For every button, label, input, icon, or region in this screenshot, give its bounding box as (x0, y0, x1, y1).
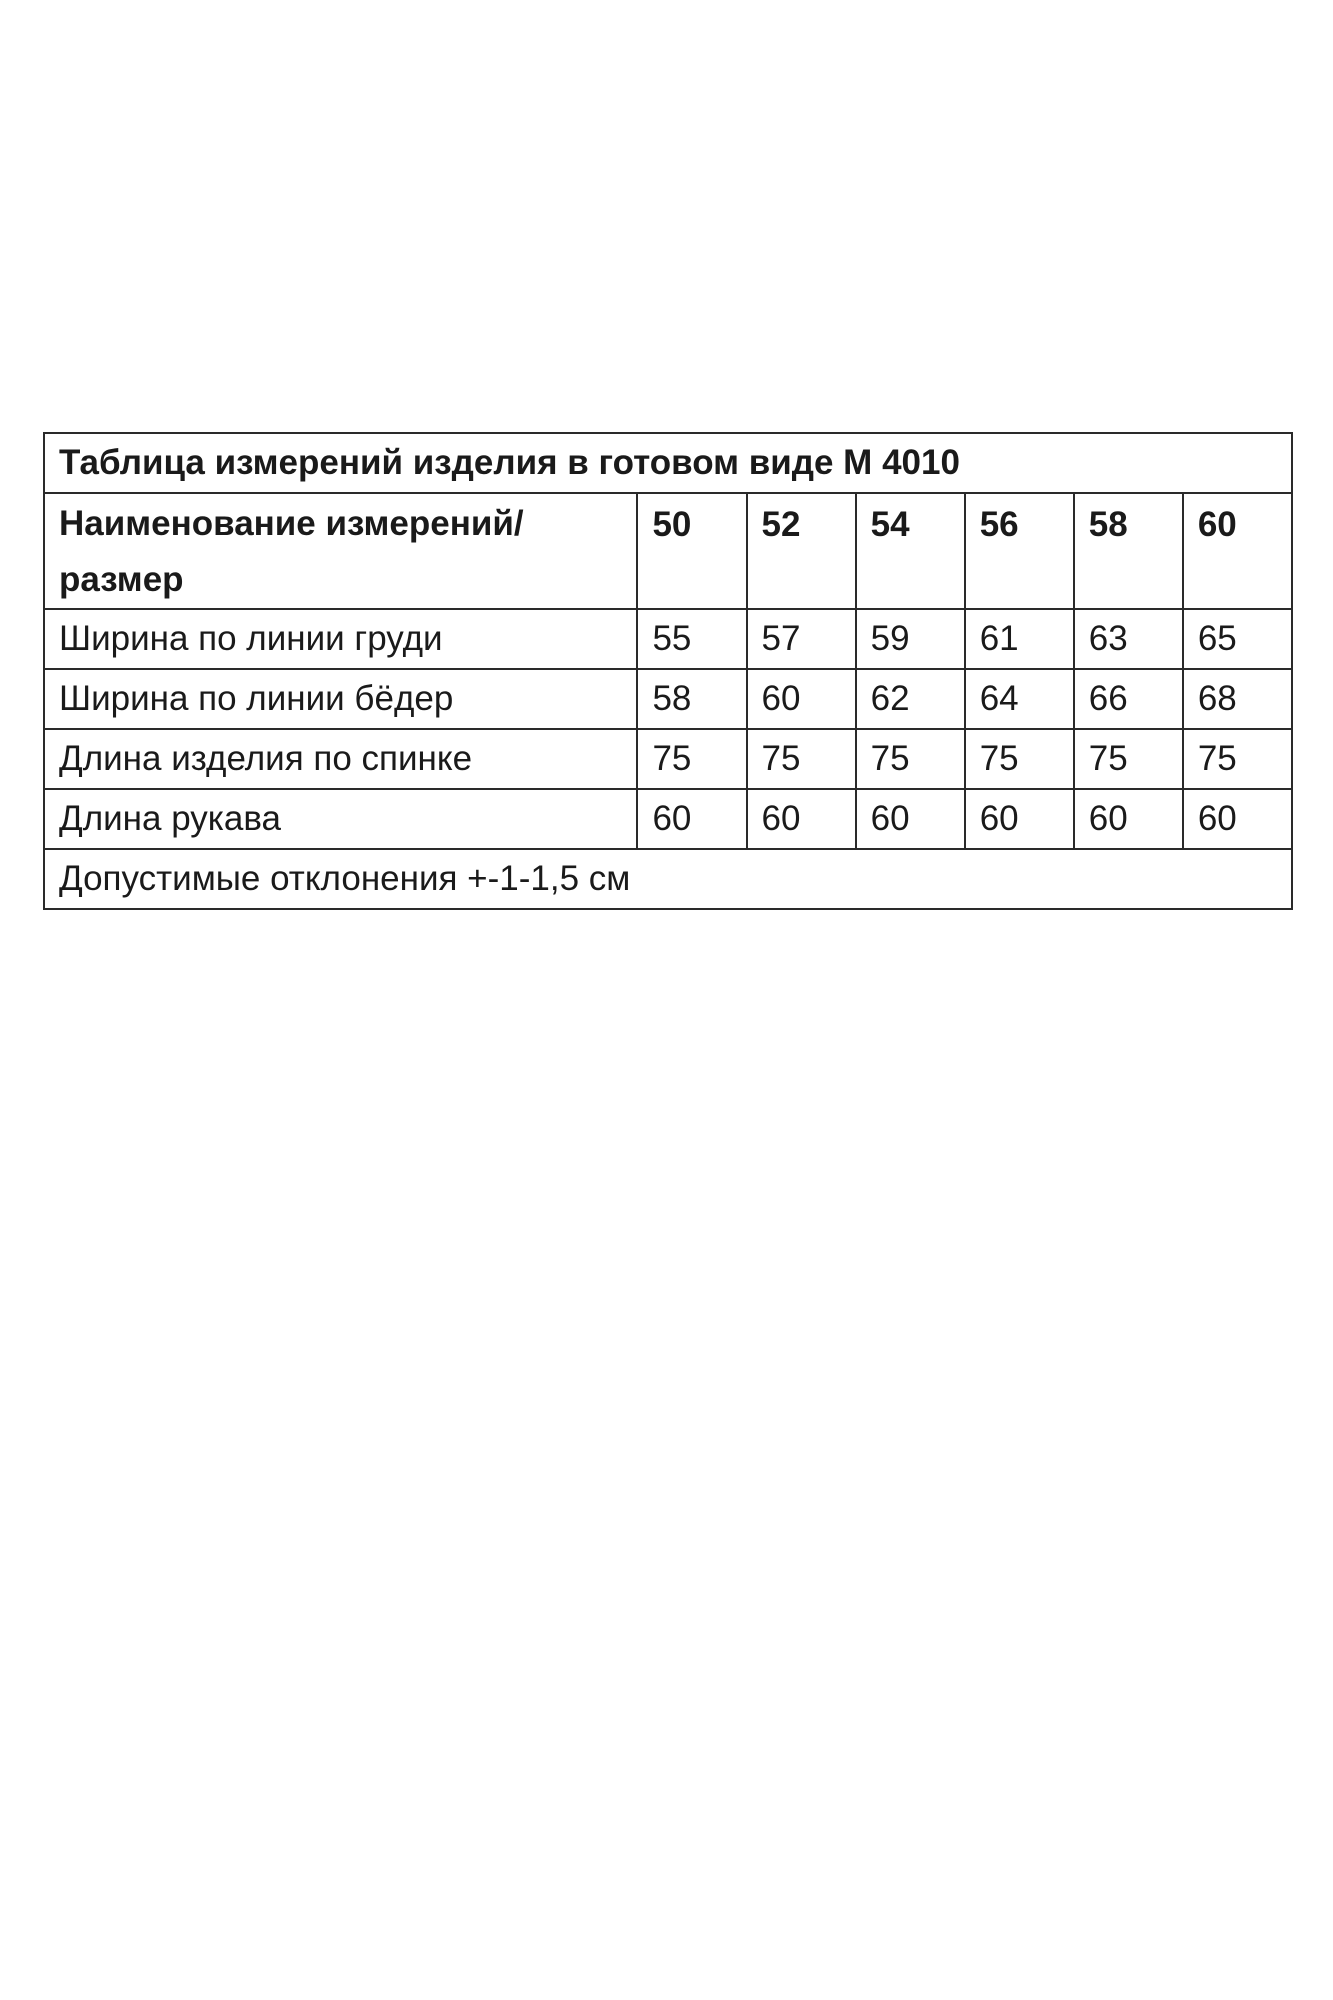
measurement-value: 60 (637, 789, 746, 849)
measurement-value: 65 (1183, 609, 1292, 669)
measurement-name: Ширина по линии груди (44, 609, 637, 669)
measurement-value: 64 (965, 669, 1074, 729)
size-header: 50 (637, 493, 746, 609)
size-header: 58 (1074, 493, 1183, 609)
measurement-value: 63 (1074, 609, 1183, 669)
table-title: Таблица измерений изделия в готовом виде М 4010 (44, 433, 1292, 493)
measurement-value: 57 (747, 609, 856, 669)
table-row (44, 669, 1292, 729)
measurement-value: 58 (637, 669, 746, 729)
size-header: 52 (747, 493, 856, 609)
measurement-value: 66 (1074, 669, 1183, 729)
measurement-value: 75 (637, 729, 746, 789)
measurement-value: 59 (856, 609, 965, 669)
table-row (44, 789, 1292, 849)
header-label: Наименование измерений/размер (44, 493, 637, 609)
measurement-value: 60 (856, 789, 965, 849)
table-row (44, 609, 1292, 669)
measurement-value: 60 (747, 669, 856, 729)
measurement-value: 75 (1074, 729, 1183, 789)
table-title-row (44, 433, 1292, 493)
measurement-name: Длина изделия по спинке (44, 729, 637, 789)
measurement-name: Длина рукава (44, 789, 637, 849)
measurement-value: 60 (1074, 789, 1183, 849)
measurement-value: 62 (856, 669, 965, 729)
table-note-row (44, 849, 1292, 909)
measurement-value: 75 (747, 729, 856, 789)
measurement-value: 60 (1183, 789, 1292, 849)
size-chart-table (43, 432, 1293, 910)
size-header: 54 (856, 493, 965, 609)
measurement-value: 55 (637, 609, 746, 669)
measurement-value: 60 (965, 789, 1074, 849)
measurement-value: 75 (965, 729, 1074, 789)
size-header: 56 (965, 493, 1074, 609)
table-header-row (44, 493, 1292, 609)
measurement-value: 75 (856, 729, 965, 789)
size-header: 60 (1183, 493, 1292, 609)
table-row (44, 729, 1292, 789)
tolerance-note: Допустимые отклонения +-1-1,5 см (44, 849, 1292, 909)
measurement-value: 60 (747, 789, 856, 849)
measurement-value: 75 (1183, 729, 1292, 789)
measurement-name: Ширина по линии бёдер (44, 669, 637, 729)
measurement-value: 68 (1183, 669, 1292, 729)
measurement-value: 61 (965, 609, 1074, 669)
